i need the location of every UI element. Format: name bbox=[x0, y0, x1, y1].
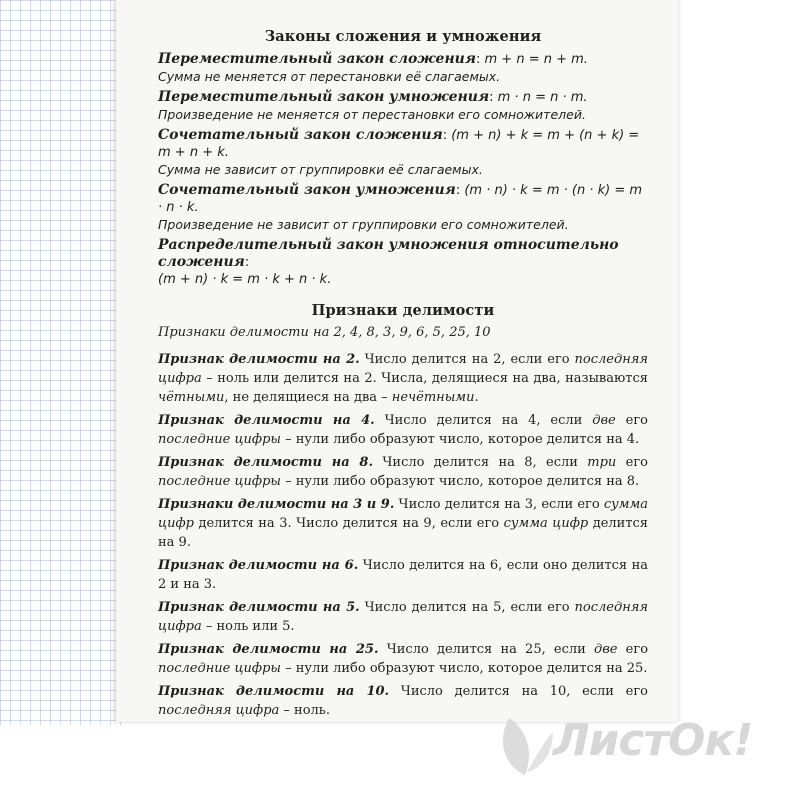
rule-emphasis: последние цифры bbox=[158, 432, 281, 447]
rule-emphasis: три bbox=[587, 455, 617, 470]
law-description: Сумма не меняется от перестановки её слагаемых. bbox=[158, 69, 501, 84]
rule-emphasis: нечётными bbox=[391, 390, 475, 405]
rule-text: его bbox=[616, 455, 648, 470]
rule-text: – нули либо образуют число, которое делится на 4. bbox=[280, 432, 640, 447]
law-item: Сочетательный закон умножения: (m · n) · k = m · (n · k) = m · n · k. Произведение не зависит от группировки его сомножителей. bbox=[158, 182, 648, 233]
divisibility-rule-3-9 bbox=[158, 495, 648, 552]
law-formula: m · n = n · m. bbox=[497, 90, 588, 105]
rule-text: – ноль. bbox=[279, 703, 331, 718]
rule-text: Число делится на 6, если оно делится на 2 и на 3. bbox=[158, 558, 648, 592]
rule-text: Число делится на 3, если его bbox=[394, 497, 604, 512]
rule-text: Число делится на 8, если bbox=[373, 455, 588, 470]
rule-emphasis: последняя цифра bbox=[158, 352, 648, 386]
rule-text: – нули либо образуют число, которое делится на 8. bbox=[280, 474, 640, 489]
rule-emphasis: две bbox=[594, 642, 618, 657]
law-description: Произведение не зависит от группировки его сомножителей. bbox=[158, 217, 569, 232]
law-item: Распределительный закон умножения относительно сложения: (m + n) · k = m · k + n · k. bbox=[158, 237, 648, 288]
rule-text: – нули либо образуют число, которое делится на 25. bbox=[280, 661, 648, 676]
rule-text: – ноль или 5. bbox=[201, 619, 295, 634]
law-title: Распределительный закон умножения относительно сложения bbox=[158, 237, 619, 270]
rule-title: Признак делимости на 5. bbox=[158, 600, 360, 615]
law-description: Сумма не зависит от группировки её слагаемых. bbox=[158, 162, 483, 177]
rule-text: Число делится на 10, если его bbox=[389, 684, 649, 699]
rule-text: делится на 9. bbox=[158, 516, 649, 550]
divisibility-rule-8 bbox=[158, 453, 648, 491]
graph-paper-background bbox=[0, 0, 122, 725]
rule-emphasis: последняя цифра bbox=[158, 703, 280, 718]
document-page bbox=[116, 0, 678, 722]
rule-emphasis: чётными bbox=[158, 390, 225, 405]
rule-text: , не делящиеся на два – bbox=[224, 390, 392, 405]
rule-text: Число делится на 5, если его bbox=[359, 600, 575, 615]
law-title: Сочетательный закон сложения bbox=[158, 127, 443, 143]
section-title-laws: Законы сложения и умножения bbox=[264, 28, 542, 45]
law-item: Сочетательный закон сложения: (m + n) + k = m + (n + k) = m + n + k. Сумма не зависит от группировки её слагаемых. bbox=[158, 127, 648, 178]
rule-text: Число делится на 2, если его bbox=[359, 352, 575, 367]
watermark-text: ЛистОк! bbox=[553, 715, 753, 766]
divisibility-rule-6 bbox=[158, 556, 648, 594]
law-formula: (m + n) · k = m · k + n · k. bbox=[158, 272, 332, 287]
rule-emphasis: последние цифры bbox=[158, 474, 281, 489]
rule-title: Признак делимости на 8. bbox=[158, 455, 373, 470]
rule-emphasis: две bbox=[592, 413, 616, 428]
law-formula: m + n = n + m. bbox=[484, 52, 588, 67]
rule-title: Признак делимости на 25. bbox=[158, 642, 379, 657]
rule-text: его bbox=[615, 413, 648, 428]
rule-title: Признак делимости на 10. bbox=[158, 684, 390, 699]
law-formula: (m · n) · k = m · (n · k) = m · n · k. bbox=[158, 183, 643, 215]
divisibility-rule-4 bbox=[158, 411, 648, 449]
divisibility-rule-5 bbox=[158, 598, 648, 636]
rule-title: Признаки делимости на 3 и 9. bbox=[158, 497, 395, 512]
law-item: Переместительный закон сложения: m + n = n + m. Сумма не меняется от перестановки её слагаемых. bbox=[158, 51, 648, 85]
rule-text: делится на 3. Число делится на 9, если его bbox=[193, 516, 504, 531]
divisibility-rule-25 bbox=[158, 640, 648, 678]
page-content bbox=[158, 28, 648, 724]
law-title: Переместительный закон сложения bbox=[158, 51, 476, 67]
law-item: Переместительный закон умножения: m · n = n · m. Произведение не меняется от перестановки его сомножителей. bbox=[158, 89, 648, 123]
section-title-divisibility: Признаки делимости bbox=[311, 302, 495, 319]
law-title: Сочетательный закон умножения bbox=[158, 182, 456, 198]
law-description: Произведение не меняется от перестановки его сомножителей. bbox=[158, 107, 586, 122]
rule-emphasis: последняя цифра bbox=[158, 600, 648, 634]
divisibility-rule-2 bbox=[158, 350, 648, 407]
rule-text: . bbox=[474, 390, 479, 405]
divisibility-intro: Признаки делимости на 2, 4, 8, 3, 9, 6, 5, 25, 10 bbox=[158, 325, 491, 340]
rule-emphasis: сумма цифр bbox=[503, 516, 589, 531]
rule-title: Признак делимости на 4. bbox=[158, 413, 375, 428]
divisibility-section bbox=[158, 302, 648, 720]
law-formula: (m + n) + k = m + (n + k) = m + n + k. bbox=[158, 128, 640, 160]
rule-text: – ноль или делится на 2. Числа, делящиеся на два, называются bbox=[201, 371, 648, 386]
rule-text: его bbox=[617, 642, 649, 657]
law-title: Переместительный закон умножения bbox=[158, 89, 490, 105]
rule-text: Число делится на 4, если bbox=[374, 413, 593, 428]
rule-title: Признак делимости на 2. bbox=[158, 352, 360, 367]
rule-emphasis: последние цифры bbox=[158, 661, 281, 676]
rule-title: Признак делимости на 6. bbox=[158, 558, 359, 573]
leaf-icon bbox=[495, 710, 555, 780]
rule-text: Число делится на 25, если bbox=[378, 642, 594, 657]
watermark-logo bbox=[495, 705, 795, 795]
rule-emphasis: сумма цифр bbox=[158, 497, 648, 531]
